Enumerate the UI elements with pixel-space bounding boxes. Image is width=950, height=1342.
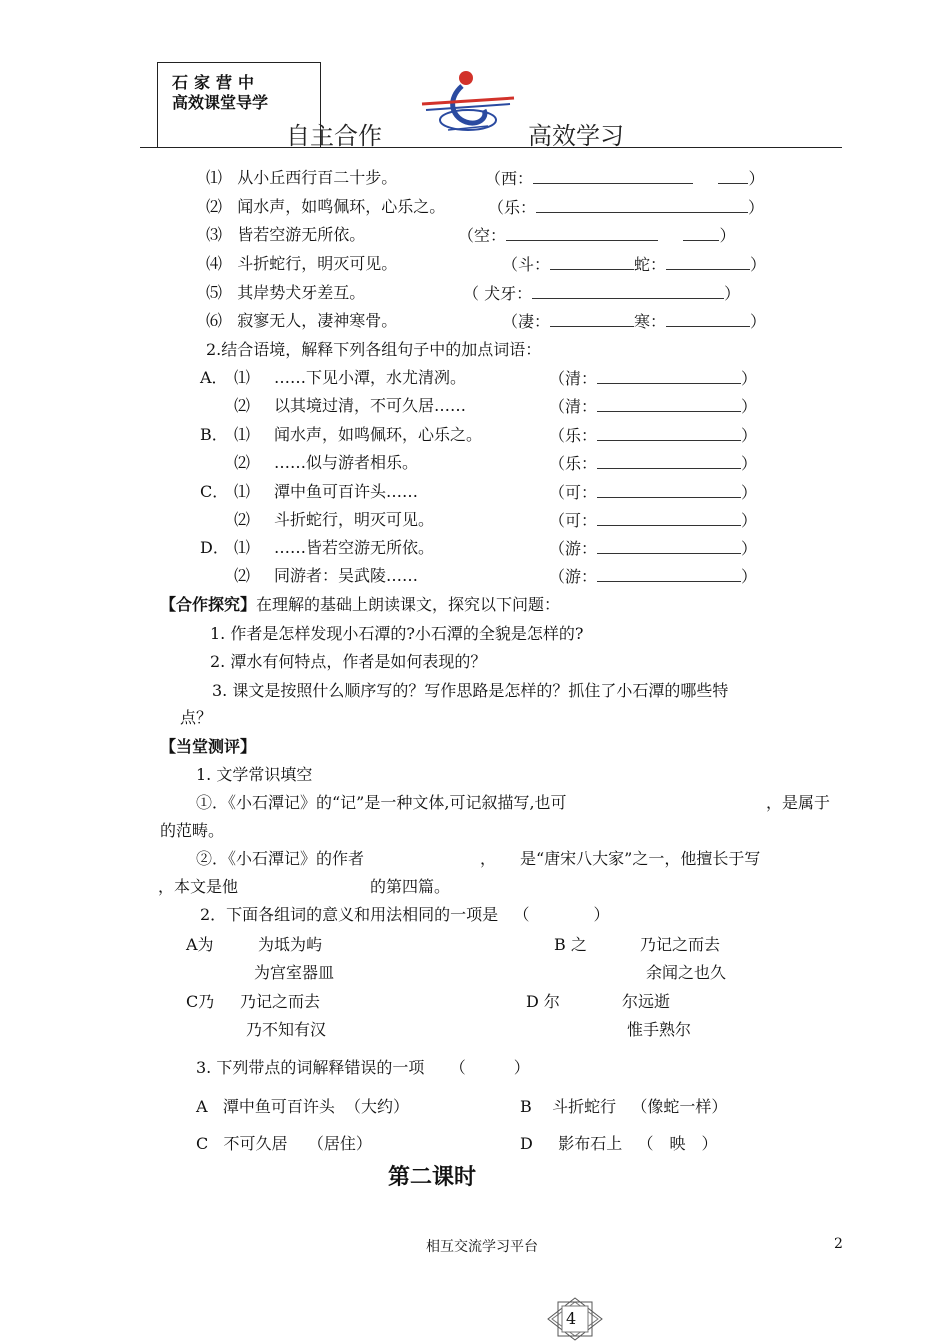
test-q1b: ②．《小石潭记》的作者 [196,849,365,868]
q2-C-2: 乃不知有汉 [246,1020,327,1039]
s2-row-6 [200,510,434,530]
explore-q3: 3. 课文是按照什么顺序写的？写作思路是怎样的？抓住了小石潭的哪些特 [212,681,729,700]
answer-blank[interactable] [683,225,719,241]
test-q2: 2．下面各组词的意义和用法相同的一项是 （ ） [200,905,610,924]
gloss-label-2: 寒： [634,312,667,331]
answer-blank[interactable] [597,538,741,554]
s2-row-4 [200,453,418,473]
s2-gloss-4: （乐： ） [549,454,758,473]
group-label: A． [200,368,228,387]
answer-blank[interactable] [597,566,741,582]
item-sentence: 斗折蛇行，明灭可见。 [274,510,435,529]
gloss-label: （空： [458,226,507,245]
test-q1b-d: ，本文是他 [158,877,239,896]
test-heading: 【当堂测评】 [160,737,257,756]
answer-paren[interactable]: （ ） [513,905,610,924]
item-sentence: 皆若空游无所依。 [237,225,366,244]
s2-gloss-3: （乐： ） [549,426,758,445]
page-number: 2 [834,1236,843,1252]
q2-B-2: 余闻之也久 [646,963,727,982]
test-q3: 3. 下列带点的词解释错误的一项 （ ） [196,1058,530,1077]
answer-paren[interactable]: （ ） [449,1058,530,1077]
q2-C-label: C乃 [186,992,215,1011]
answer-blank[interactable] [532,283,724,299]
item-sentence: 闻水声，如鸣佩环，心乐之。 [237,197,446,216]
lesson-two-title: 第二课时 [388,1164,477,1190]
item-number: ⑸ [206,283,223,302]
q3-option-C[interactable]: C 不可久居 （居住） [196,1134,372,1153]
q3-option-D[interactable]: D 影布石上 （ 映 ） [520,1134,718,1153]
s2-gloss-2: （清： ） [549,397,758,416]
answer-blank[interactable] [506,225,658,241]
s1-gloss-3: （空： ） [458,226,736,245]
item-sentence: 寂寥无人，凄神寒骨。 [237,311,398,330]
section-heading: 【合作探究】 [160,595,257,614]
item-sentence: 闻水声，如鸣佩环，心乐之。 [274,425,483,444]
page-badge-number: 4 [566,1309,577,1328]
s2-row-8 [200,566,418,586]
footer-text: 相互交流学习平台 [426,1239,538,1255]
item-number: ⑴ [234,538,251,557]
q2-A-1: 为坻为屿 [258,935,323,954]
s2-row-5 [200,482,418,502]
item-number: ⑶ [206,225,223,244]
item-sentence: ……皆若空游无所依。 [274,538,435,557]
item-number: ⑹ [206,311,223,330]
answer-blank[interactable] [597,453,741,469]
q3-option-A[interactable]: A 潭中鱼可百许头 （大约） [196,1097,410,1116]
s1-row-6 [206,311,397,331]
item-number: ⑵ [234,510,251,529]
gloss-label: （斗： [502,255,551,274]
item-sentence: 从小丘西行百二十步。 [237,168,398,187]
item-sentence: 潭中鱼可百许头…… [274,482,419,501]
item-number: ⑵ [206,197,223,216]
s2-row-1 [200,368,466,388]
test-q1b-c: 是“唐宋八大家”之一，他擅长于写 [520,849,761,868]
s2-title: 2.结合语境，解释下列各组句子中的加点词语： [206,340,542,359]
q2-D-2: 惟手熟尔 [627,1020,692,1039]
s2-gloss-5: （可： ） [549,483,758,502]
header-slogan-left: 自主合作 [286,122,382,150]
section-intro: 在理解的基础上朗读课文，探究以下问题： [256,595,561,614]
school-name-line2: 高效课堂导学 [172,93,269,112]
header-rule [140,147,842,148]
q2-A-label: A为 [186,935,214,954]
school-name-line1: 石家营中 [172,73,261,92]
item-number: ⑵ [234,453,251,472]
item-number: ⑵ [234,396,251,415]
answer-blank[interactable] [550,254,634,270]
q3-option-B[interactable]: B 斗折蛇行 （像蛇一样） [520,1097,728,1116]
s2-gloss-6: （可： ） [549,511,758,530]
item-number: ⑴ [234,425,251,444]
s1-gloss-1: （西： ） [485,169,765,188]
answer-blank[interactable] [597,425,741,441]
q2-D-label: D 尔 [526,992,560,1011]
explore-section [160,595,560,615]
school-logo-icon [418,68,518,138]
test-q1a: ①．《小石潭记》的“记”是一种文体,可记叙描写,也可 [196,793,567,812]
answer-blank[interactable] [597,510,741,526]
q2-C-1: 乃记之而去 [240,992,321,1011]
answer-blank[interactable] [666,254,750,270]
s1-row-4 [206,254,397,274]
q2-A-2: 为宫室器皿 [254,963,335,982]
q2-B-label: B 之 [554,935,587,954]
gloss-label-2: 蛇： [634,255,667,274]
answer-blank[interactable] [597,368,741,384]
answer-blank[interactable] [597,482,741,498]
s1-gloss-2: （乐： ） [488,198,765,217]
s2-gloss-8: （游： ） [549,567,758,586]
gloss-label: （ 犬牙： [463,284,533,303]
s2-gloss-1: （清： ） [549,369,758,388]
answer-blank[interactable] [718,168,748,184]
q2-B-1: 乃记之而去 [640,935,721,954]
item-sentence: 其岸势犬牙差互。 [237,283,366,302]
s1-gloss-6: （凄： 寒： ） [502,312,767,331]
answer-blank[interactable] [597,396,741,412]
item-sentence: 以其境过清，不可久居…… [274,396,467,415]
answer-blank[interactable] [550,311,634,327]
gloss-label: （西： [485,169,534,188]
s2-gloss-7: （游： ） [549,539,758,558]
group-label: C． [200,482,229,501]
test-q1a-b: ，是属于 [766,793,831,812]
group-label: D． [200,538,229,557]
item-sentence: ……下见小潭，水尤清冽。 [274,368,467,387]
s1-row-5 [206,283,365,303]
s1-row-1 [206,168,397,188]
answer-blank[interactable] [666,311,750,327]
s1-gloss-5: （ 犬牙： ） [463,284,741,303]
test-q1: 1. 文学常识填空 [196,765,313,784]
group-label: B． [200,425,228,444]
explore-q3-cont: 点？ [180,708,213,727]
item-number: ⑵ [234,566,251,585]
header-slogan-right: 高效学习 [528,122,624,150]
item-number: ⑴ [206,168,223,187]
item-number: ⑴ [234,368,251,387]
explore-q1: 1. 作者是怎样发现小石潭的?小石潭的全貌是怎样的? [210,624,584,643]
test-q1b-b: ， [480,849,497,868]
s1-gloss-4: （斗： 蛇： ） [502,255,767,274]
s2-row-2 [200,396,466,416]
answer-blank[interactable] [536,197,748,213]
s2-row-7 [200,538,434,558]
s1-row-3 [206,225,365,245]
q2-D-1: 尔远逝 [622,992,671,1011]
explore-q2: 2. 潭水有何特点，作者是如何表现的？ [210,652,487,671]
gloss-label: （凄： [502,312,551,331]
test-q1b-e: 的第四篇。 [370,877,451,896]
gloss-label: （乐： [488,198,537,217]
s1-row-2 [206,197,445,217]
item-sentence: ……似与游者相乐。 [274,453,419,472]
test-q1a-c: 的范畴。 [160,821,225,840]
item-number: ⑴ [234,482,251,501]
s2-row-3 [200,425,482,445]
answer-blank[interactable] [533,168,693,184]
item-number: ⑷ [206,254,223,273]
item-sentence: 斗折蛇行，明灭可见。 [237,254,398,273]
item-sentence: 同游者：吴武陵…… [274,566,419,585]
